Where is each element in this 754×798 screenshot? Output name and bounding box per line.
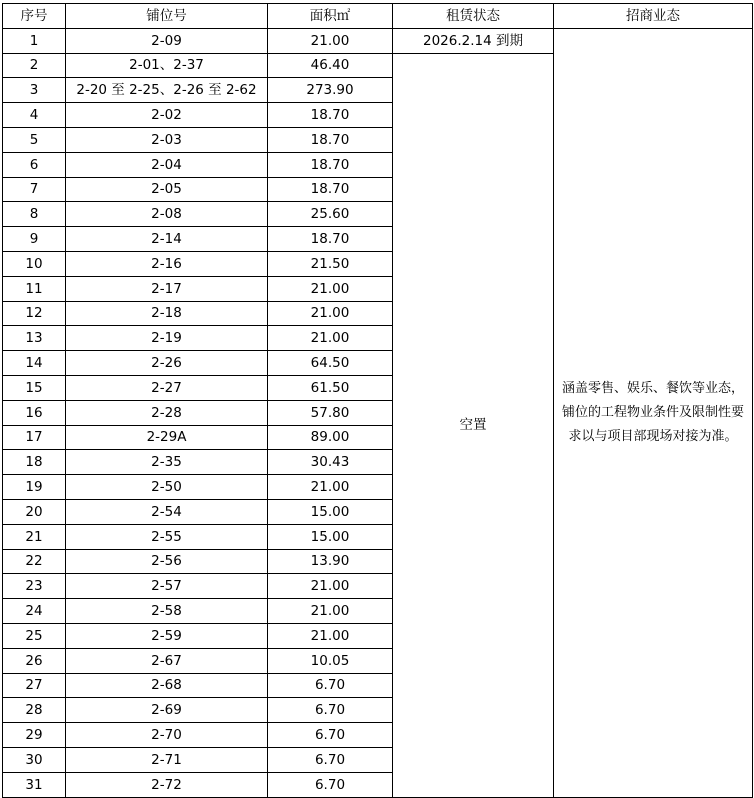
- shop-area: 6.70: [268, 747, 393, 772]
- shop-area: 46.40: [268, 53, 393, 78]
- shop-area: 6.70: [268, 723, 393, 748]
- shop-number: 2-27: [66, 375, 268, 400]
- shop-area: 18.70: [268, 103, 393, 128]
- shop-area: 273.90: [268, 78, 393, 103]
- row-number: 25: [3, 623, 66, 648]
- shop-area: 61.50: [268, 375, 393, 400]
- header-area: 面积㎡: [268, 4, 393, 29]
- row-number: 23: [3, 574, 66, 599]
- row-number: 31: [3, 772, 66, 797]
- shop-number: 2-50: [66, 475, 268, 500]
- shop-number: 2-14: [66, 227, 268, 252]
- shop-number: 2-59: [66, 623, 268, 648]
- shop-number: 2-55: [66, 524, 268, 549]
- row-number: 6: [3, 152, 66, 177]
- shop-number: 2-09: [66, 28, 268, 53]
- row-number: 3: [3, 78, 66, 103]
- row-number: 27: [3, 673, 66, 698]
- row-number: 28: [3, 698, 66, 723]
- shop-number: 2-69: [66, 698, 268, 723]
- shop-number: 2-68: [66, 673, 268, 698]
- row-number: 16: [3, 400, 66, 425]
- shop-number: 2-54: [66, 499, 268, 524]
- lease-status-vacant: 空置: [393, 53, 554, 797]
- row-number: 30: [3, 747, 66, 772]
- row-number: 5: [3, 127, 66, 152]
- shop-number: 2-20 至 2-25、2-26 至 2-62: [66, 78, 268, 103]
- row-number: 2: [3, 53, 66, 78]
- shop-number: 2-70: [66, 723, 268, 748]
- header-shop: 铺位号: [66, 4, 268, 29]
- shop-number: 2-26: [66, 351, 268, 376]
- row-number: 22: [3, 549, 66, 574]
- row-number: 19: [3, 475, 66, 500]
- row-number: 11: [3, 276, 66, 301]
- shop-number: 2-29A: [66, 425, 268, 450]
- shop-area: 18.70: [268, 127, 393, 152]
- shop-area: 21.00: [268, 301, 393, 326]
- shop-number: 2-02: [66, 103, 268, 128]
- shop-area: 21.00: [268, 599, 393, 624]
- row-number: 4: [3, 103, 66, 128]
- shop-area: 18.70: [268, 152, 393, 177]
- shop-number: 2-58: [66, 599, 268, 624]
- shop-number: 2-71: [66, 747, 268, 772]
- header-business: 招商业态: [554, 4, 753, 29]
- shop-number: 2-05: [66, 177, 268, 202]
- row-number: 14: [3, 351, 66, 376]
- row-number: 17: [3, 425, 66, 450]
- shop-number: 2-08: [66, 202, 268, 227]
- row-number: 21: [3, 524, 66, 549]
- shop-area: 21.00: [268, 623, 393, 648]
- shop-number: 2-28: [66, 400, 268, 425]
- shop-area: 21.00: [268, 28, 393, 53]
- shop-number: 2-01、2-37: [66, 53, 268, 78]
- row-number: 1: [3, 28, 66, 53]
- shop-number: 2-04: [66, 152, 268, 177]
- shop-number: 2-67: [66, 648, 268, 673]
- shop-area: 6.70: [268, 673, 393, 698]
- shop-area: 30.43: [268, 450, 393, 475]
- header-row: [3, 4, 753, 29]
- row-number: 13: [3, 326, 66, 351]
- row-number: 20: [3, 499, 66, 524]
- row-number: 18: [3, 450, 66, 475]
- shop-number: 2-35: [66, 450, 268, 475]
- header-no: 序号: [3, 4, 66, 29]
- shop-number: 2-19: [66, 326, 268, 351]
- shop-number: 2-18: [66, 301, 268, 326]
- shop-number: 2-16: [66, 251, 268, 276]
- shop-area: 18.70: [268, 177, 393, 202]
- shop-area: 21.00: [268, 475, 393, 500]
- row-number: 29: [3, 723, 66, 748]
- row-number: 10: [3, 251, 66, 276]
- shop-area: 21.00: [268, 276, 393, 301]
- shop-area: 15.00: [268, 524, 393, 549]
- shop-number: 2-57: [66, 574, 268, 599]
- shop-area: 6.70: [268, 698, 393, 723]
- shop-area: 21.50: [268, 251, 393, 276]
- shop-area: 57.80: [268, 400, 393, 425]
- row-number: 8: [3, 202, 66, 227]
- row-number: 7: [3, 177, 66, 202]
- shop-area: 13.90: [268, 549, 393, 574]
- header-status: 租赁状态: [393, 4, 554, 29]
- shop-area: 21.00: [268, 326, 393, 351]
- shop-area: 18.70: [268, 227, 393, 252]
- shop-number: 2-56: [66, 549, 268, 574]
- table-row: [3, 28, 753, 53]
- shop-area: 21.00: [268, 574, 393, 599]
- shop-area: 15.00: [268, 499, 393, 524]
- business-type-note: 涵盖零售、娱乐、餐饮等业态，铺位的工程物业条件及限制性要求以与项目部现场对接为准。: [554, 28, 753, 797]
- shop-area: 64.50: [268, 351, 393, 376]
- shop-area: 6.70: [268, 772, 393, 797]
- shop-number: 2-03: [66, 127, 268, 152]
- shop-number: 2-17: [66, 276, 268, 301]
- shop-area: 89.00: [268, 425, 393, 450]
- shop-area: 10.05: [268, 648, 393, 673]
- shop-number: 2-72: [66, 772, 268, 797]
- row-number: 15: [3, 375, 66, 400]
- shop-lease-table: [2, 3, 753, 798]
- row-number: 24: [3, 599, 66, 624]
- lease-status-expiring: 2026.2.14 到期: [393, 28, 554, 53]
- row-number: 9: [3, 227, 66, 252]
- row-number: 12: [3, 301, 66, 326]
- row-number: 26: [3, 648, 66, 673]
- shop-area: 25.60: [268, 202, 393, 227]
